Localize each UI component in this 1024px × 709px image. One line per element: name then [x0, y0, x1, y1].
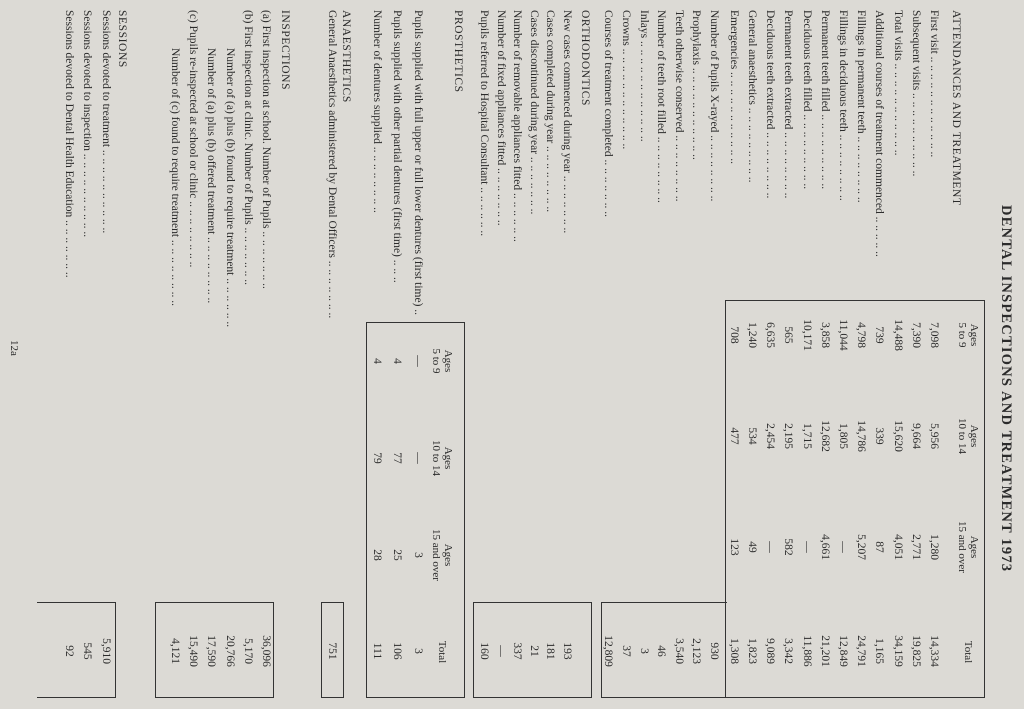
prosthetics-header-ages-10-14: Ages 10 to 14 [430, 439, 454, 477]
cell-c: 4,661 [818, 534, 831, 560]
cell-a: 11,044 [837, 319, 849, 351]
row-label: Cases completed during year .. .. .. .. .. .. .. .. [544, 10, 557, 213]
cell-b: 5,956 [928, 423, 940, 449]
cell-b: 79 [371, 452, 383, 464]
cell-b: 477 [727, 427, 740, 445]
row-label: Sessions devoted to inspection .. .. .. .. .. .. .. .. .. .. [81, 10, 94, 238]
header-ages-5-9: Ages 5 to 9 [956, 322, 980, 348]
cell-t: 160 [478, 642, 490, 660]
cell-t: 930 [708, 642, 720, 660]
cell-t: 19,825 [909, 635, 922, 667]
row-label: First visit .. .. .. .. .. .. .. .. .. .. .. .. [928, 10, 940, 158]
row-label: Deciduous teeth filled .. .. .. .. .. .. .. .. .. [800, 10, 813, 190]
cell-a: 739 [873, 326, 886, 344]
cell-t: 12,849 [837, 635, 849, 667]
cell-b: — [412, 452, 424, 464]
cell-t: 1,165 [873, 638, 886, 664]
cell-c: 87 [873, 541, 886, 553]
row-label: General Anaesthetics administered by Dental Officers .. .. .. .. .. .. .. [326, 10, 338, 319]
attendances-heading: ATTENDANCES AND TREATMENT [950, 10, 962, 206]
cell-a: 4 [371, 358, 383, 364]
row-label: Fillings in permanent teeth .. .. .. .. .. .. .. .. [855, 10, 868, 203]
cell-c: 3 [412, 552, 424, 558]
cell-t: 9,089 [764, 638, 777, 664]
cell-c: 1,280 [928, 534, 940, 560]
cell-t: 24,791 [855, 635, 868, 667]
cell-a: 6,635 [764, 322, 777, 348]
cell-c: 582 [782, 538, 795, 556]
cell-t: 17,590 [205, 635, 218, 667]
row-label: Number of dentures supplied .. .. .. .. .. .. .. .. [371, 10, 383, 213]
cell-t: 337 [511, 642, 524, 660]
cell-t: 1,823 [746, 638, 758, 664]
cell-t: 14,334 [928, 635, 940, 667]
row-label: New cases commenced during year .. .. .. .. .. .. .. [561, 10, 573, 234]
row-label: Number of (a) plus (b) found to require treatment .. .. .. .. .. .. [223, 48, 236, 328]
cell-c: 4,051 [891, 534, 904, 560]
row-label: Number of fixed appliances fitted .. .. .. .. .. .. .. [494, 10, 507, 226]
cell-b: 9,664 [909, 423, 922, 449]
cell-c: 49 [746, 541, 758, 553]
cell-t: 4,121 [169, 638, 181, 664]
row-label: Crowns .. .. .. .. .. .. .. .. .. .. .. .. [620, 10, 632, 150]
row-label: Courses of treatment completed .. .. .. .. .. .. .. [602, 10, 615, 217]
row-label: Fillings in deciduous teeth .. .. .. .. .. .. .. .. [837, 10, 849, 201]
row-label: Additional courses of treatment commenced .. .. .. .. .. [873, 10, 886, 257]
cell-t: 15,490 [187, 635, 200, 667]
header-ages-15-over: Ages 15 and over [956, 521, 980, 573]
cell-c: 25 [391, 549, 404, 561]
cell-b: 339 [873, 427, 886, 445]
row-label: Prophylaxis .. .. .. .. .. .. .. .. .. .. .. [690, 10, 703, 160]
row-label: Pupils supplied with other partial dentures (first time) .. .. .. [391, 10, 404, 283]
cell-a: 4,798 [855, 322, 868, 348]
cell-c: 5,207 [855, 534, 868, 560]
page-title: DENTAL INSPECTIONS AND TREATMENT 1973 [998, 205, 1014, 573]
cell-t: 3,540 [672, 638, 685, 664]
cell-a: 10,171 [800, 319, 813, 351]
anaesthetics-heading: ANAESTHETICS [340, 10, 352, 103]
row-label: Pupils supplied with full upper or full lower dentures (first time) .. [412, 10, 424, 316]
cell-a: 4 [391, 358, 404, 364]
cell-a: 708 [727, 326, 740, 344]
row-label: Sessions devoted to treatment .. .. .. .. .. .. .. .. .. .. [100, 10, 112, 234]
cell-t: 12,809 [602, 635, 615, 667]
cell-t: 37 [620, 645, 632, 657]
row-label: Subsequent visits .. .. .. .. .. .. .. .. .. .. [909, 10, 922, 177]
row-label: Number of (c) found to require treatment .. .. .. .. .. .. .. .. [169, 48, 181, 307]
cell-t: 21,201 [818, 635, 831, 667]
cell-t: 106 [391, 642, 404, 660]
cell-a: 1,240 [746, 322, 758, 348]
cell-t: 36,096 [260, 635, 272, 667]
row-label: Cases discontinued during year .. .. .. .. .. .. .. [527, 10, 540, 215]
cell-b: 15,620 [891, 420, 904, 452]
row-label: Teeth otherwise conserved .. .. .. .. .. .. .. .. [672, 10, 685, 202]
cell-c: 28 [371, 549, 383, 561]
row-label: General anaesthetics .. .. .. .. .. .. .. .. .. [746, 10, 758, 183]
cell-b: 2,195 [782, 423, 795, 449]
cell-c: 123 [727, 538, 740, 556]
row-label: Number of (a) plus (b) offered treatment .. .. .. .. .. .. .. .. [205, 48, 218, 304]
cell-b: 2,454 [764, 423, 777, 449]
header-ages-10-14: Ages 10 to 14 [956, 417, 980, 455]
cell-c: — [800, 541, 813, 553]
cell-b: 534 [746, 427, 758, 445]
cell-t: 3,342 [782, 638, 795, 664]
cell-a: 14,488 [891, 319, 904, 351]
row-label: (c) Pupils re-inspected at school or clinic .. .. .. .. .. .. .. .. [187, 10, 200, 268]
cell-a: 7,098 [928, 322, 940, 348]
cell-t: 5,910 [100, 638, 112, 664]
cell-t: 111 [371, 642, 383, 660]
cell-b: 12,682 [818, 420, 831, 452]
cell-b: 14,786 [855, 420, 868, 452]
row-label: (b) First inspection at clinic. Number of Pupils .. .. .. .. .. .. .. [241, 10, 254, 286]
cell-b: 1,805 [837, 423, 849, 449]
orthodontics-heading: ORTHODONTICS [579, 10, 591, 106]
cell-a: 7,390 [909, 322, 922, 348]
sessions-heading: SESSIONS [116, 10, 128, 68]
cell-t: 751 [326, 642, 338, 660]
prosthetics-header-total: Total [436, 640, 448, 664]
inspections-heading: INSPECTIONS [279, 10, 291, 91]
header-total: Total [962, 640, 974, 664]
cell-t: 2,123 [690, 638, 703, 664]
row-label: Permanent teeth extracted .. .. .. .. .. .. .. .. [782, 10, 795, 199]
cell-t: 21 [527, 645, 540, 657]
cell-t: — [494, 645, 507, 657]
cell-t: 20,766 [223, 635, 236, 667]
row-label: Pupils referred to Hospital Consultant .. .. .. .. .. .. [478, 10, 490, 237]
cell-c: — [837, 541, 849, 553]
cell-t: 3 [412, 648, 424, 654]
prosthetics-heading: PROSTHETICS [452, 10, 464, 93]
cell-t: 193 [561, 642, 573, 660]
cell-t: 545 [81, 642, 94, 660]
prosthetics-header-ages-15-over: Ages 15 and over [430, 529, 454, 581]
cell-c: — [764, 541, 777, 553]
cell-t: 5,170 [241, 638, 254, 664]
cell-t: 3 [637, 648, 650, 654]
row-label: Inlays .. .. .. .. .. .. .. .. .. .. .. .. [637, 10, 650, 142]
row-label: Deciduous teeth extracted .. .. .. .. .. .. .. .. [764, 10, 777, 199]
row-label: Total visits .. .. .. .. .. .. .. .. .. .. .. [891, 10, 904, 156]
row-label: (a) First inspection at school. Number of Pupils .. .. .. .. .. .. .. [260, 10, 272, 289]
cell-c: 2,771 [909, 534, 922, 560]
cell-t: 11,886 [800, 635, 813, 667]
page-number: 12a [8, 340, 20, 356]
cell-t: 181 [544, 642, 557, 660]
cell-a: — [412, 355, 424, 367]
cell-a: 565 [782, 326, 795, 344]
row-label: Emergencies .. .. .. .. .. .. .. .. .. .. .. [727, 10, 740, 165]
row-label: Number of removable appliances fitted .. .. .. .. .. .. [511, 10, 524, 242]
row-label: Number of teeth root filled .. .. .. .. .. .. .. .. [655, 10, 668, 203]
prosthetics-header-ages-5-9: Ages 5 to 9 [430, 348, 454, 374]
cell-b: 1,715 [800, 423, 813, 449]
row-label: Number of Pupils X-rayed .. .. .. .. .. .. .. .. [708, 10, 720, 202]
cell-t: 46 [655, 645, 668, 657]
row-label: Sessions devoted to Dental Health Education .. .. .. .. .. .. .. [63, 10, 75, 278]
cell-t: 34,159 [891, 635, 904, 667]
cell-t: 1,308 [727, 638, 740, 664]
cell-b: 77 [391, 452, 404, 464]
cell-t: 92 [63, 645, 75, 657]
cell-a: 3,858 [818, 322, 831, 348]
row-label: Permanent teeth filled .. .. .. .. .. .. .. .. .. [818, 10, 831, 190]
